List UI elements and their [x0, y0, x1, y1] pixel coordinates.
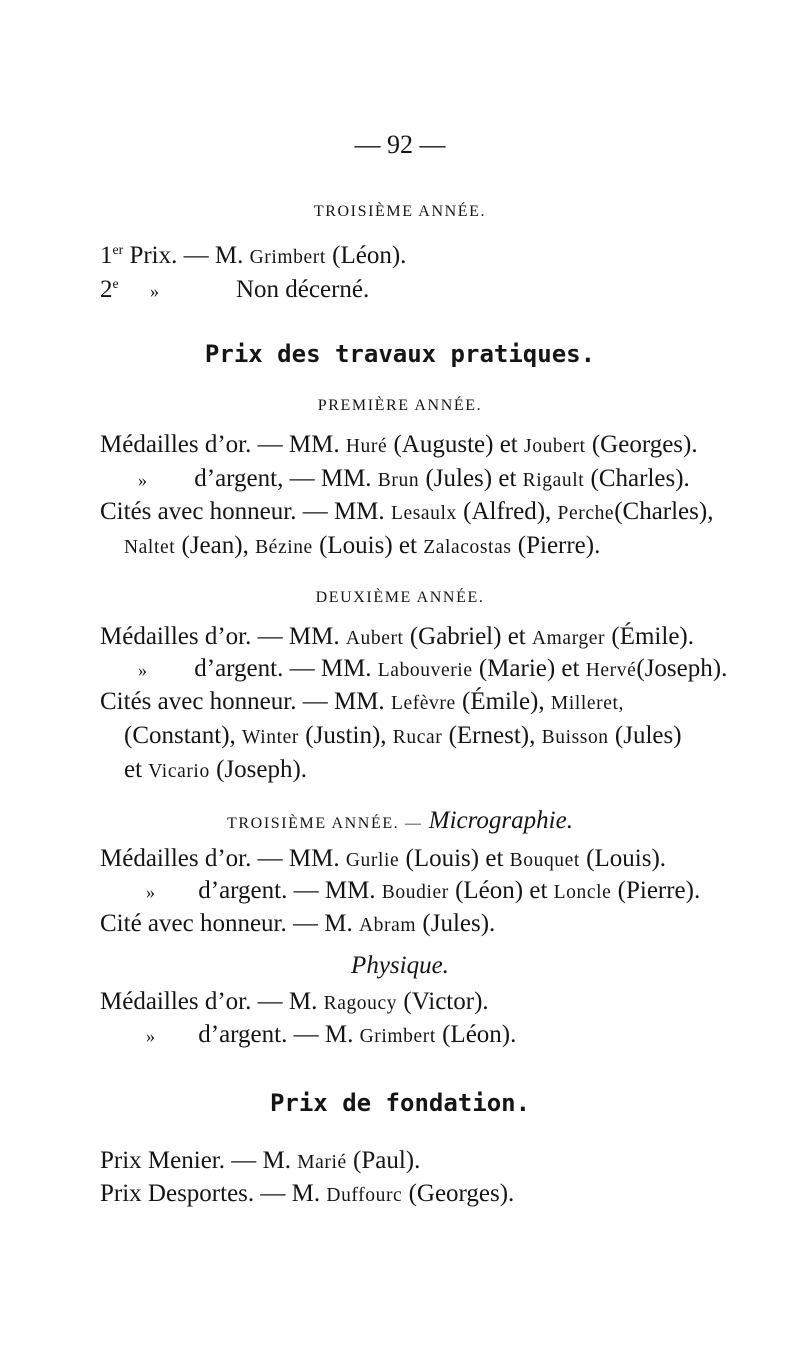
deuxieme-cites-continuation-2: [124, 757, 307, 782]
award-label: Médailles d’or. — MM.: [100, 845, 340, 872]
award-label: d’argent, — MM.: [194, 465, 372, 492]
laureate-surname: Ragoucy: [323, 993, 398, 1014]
physique-medailles-or: [100, 989, 489, 1014]
laureate-surname: Abram: [358, 915, 417, 936]
laureate-firstname: (Paul).: [353, 1147, 421, 1174]
deuxieme-cites-honneur: [100, 689, 624, 714]
laureate-firstname: (Alfred),: [463, 498, 552, 525]
award-label: Prix Desportes. — M.: [100, 1180, 321, 1207]
award-label: d’argent. — MM.: [198, 877, 376, 904]
laureate-surname: Bézine: [255, 537, 313, 558]
laureate-firstname: (Léon).: [332, 242, 407, 269]
prize-title: — M.: [183, 242, 244, 269]
prize-label: Prix.: [129, 242, 178, 269]
laureate-surname: Milleret,: [550, 693, 624, 714]
ditto-mark: »: [146, 1026, 155, 1046]
ditto-mark: »: [138, 470, 147, 490]
laureate-surname: Naltet: [124, 537, 176, 558]
ditto-mark: »: [146, 882, 155, 902]
laureate-firstname: (Pierre).: [517, 532, 601, 559]
laureate-surname: Grimbert: [359, 1026, 436, 1047]
premiere-cites-continuation: [124, 533, 600, 558]
laureate-firstname: (Jules) et: [425, 465, 517, 492]
laureate-firstname: (Marie) et: [478, 655, 580, 682]
laureate-surname: Rucar: [392, 727, 443, 748]
award-label: Médailles d’or. — MM.: [100, 623, 340, 650]
award-label: d’argent. — MM.: [194, 655, 372, 682]
section-title-troisieme-annee: TROISIÈME ANNÉE.: [313, 203, 487, 220]
laureate-surname: Buisson: [541, 727, 609, 748]
prize-line-first: [100, 243, 406, 268]
troisieme-cite-honneur: [100, 911, 495, 936]
troisieme-medailles-or: [100, 846, 666, 871]
laureate-surname: Loncle: [553, 882, 612, 903]
laureate-surname: Gurlie: [345, 850, 400, 871]
laureate-surname: Lefèvre: [390, 693, 456, 714]
physique-medailles-argent: [146, 1022, 516, 1047]
prize-rank-suffix: er: [112, 242, 124, 258]
laureate-surname: Brun: [377, 470, 420, 491]
laureate-firstname: (Jules): [614, 722, 682, 749]
award-label: Cité avec honneur. — M.: [100, 910, 353, 937]
prize-rank: 1: [100, 242, 113, 269]
not-awarded-text: Non décerné.: [236, 276, 370, 303]
laureate-firstname: (Joseph).: [216, 756, 308, 783]
laureate-firstname: (Pierre).: [617, 877, 701, 904]
laureate-firstname: (Justin),: [305, 722, 387, 749]
award-label: Cités avec honneur. — MM.: [100, 688, 385, 715]
laureate-surname: Boudier: [381, 882, 449, 903]
deuxieme-cites-continuation-1: [124, 723, 682, 748]
laureate-surname: Perche: [557, 503, 615, 524]
laureate-firstname: (Émile).: [611, 623, 694, 650]
conjunction: et: [124, 756, 143, 783]
laureate-surname: Bouquet: [509, 850, 580, 871]
deuxieme-medailles-argent: [138, 656, 727, 681]
laureate-firstname: (Léon) et: [455, 877, 548, 904]
laureate-firstname: (Georges).: [408, 1180, 515, 1207]
award-label: Médailles d’or. — MM.: [100, 431, 340, 458]
ditto-mark: »: [138, 660, 147, 680]
heading-prix-fondation: Prix de fondation.: [269, 1089, 531, 1117]
laureate-surname: Rigault: [522, 470, 585, 491]
laureate-surname: Zalacostas: [423, 537, 512, 558]
page-number: — 92 —: [354, 130, 446, 159]
laureate-surname: Joubert: [524, 436, 586, 457]
deuxieme-medailles-or: [100, 624, 694, 649]
laureate-surname: Labouverie: [377, 660, 473, 681]
section-title-premiere-annee: PREMIÈRE ANNÉE.: [317, 397, 483, 414]
discipline-label: Micrographie.: [428, 807, 573, 834]
award-label: Cités avec honneur. — MM.: [100, 498, 385, 525]
laureate-surname: Amarger: [531, 628, 606, 649]
laureate-firstname: (Auguste) et: [393, 431, 518, 458]
premiere-medailles-or: [100, 432, 698, 457]
laureate-surname: Hervé: [585, 660, 637, 681]
laureate-firstname: (Louis) et: [405, 845, 504, 872]
laureate-firstname: (Jules).: [422, 910, 496, 937]
prix-menier: [100, 1148, 420, 1173]
prix-desportes: [100, 1181, 514, 1206]
section-title-deuxieme-annee: DEUXIÈME ANNÉE.: [315, 589, 485, 606]
section-title-physique: Physique.: [351, 952, 449, 979]
laureate-firstname: (Émile),: [462, 688, 545, 715]
year-label: TROISIÈME ANNÉE. —: [227, 815, 423, 832]
laureate-firstname: (Victor).: [403, 988, 489, 1015]
premiere-medailles-argent: [138, 466, 690, 491]
laureate-firstname: (Jean),: [181, 532, 249, 559]
laureate-surname: Grimbert: [249, 247, 326, 268]
laureate-firstname: (Louis).: [586, 845, 667, 872]
laureate-firstname: (Gabriel) et: [409, 623, 526, 650]
laureate-firstname: (Constant),: [124, 722, 236, 749]
prize-line-second: [100, 276, 370, 303]
award-label: d’argent. — M.: [198, 1021, 354, 1048]
laureate-surname: Aubert: [345, 628, 404, 649]
heading-travaux-pratiques: Prix des travaux pratiques.: [204, 340, 596, 368]
laureate-firstname: (Louis) et: [319, 532, 417, 559]
laureate-firstname: (Charles),: [614, 498, 714, 525]
laureate-firstname: (Léon).: [442, 1021, 517, 1048]
laureate-surname: Huré: [345, 436, 388, 457]
laureate-firstname: (Joseph).: [636, 655, 728, 682]
award-label: Médailles d’or. — M.: [100, 988, 318, 1015]
prize-rank-suffix: e: [112, 276, 119, 292]
laureate-firstname: (Georges).: [591, 431, 698, 458]
laureate-firstname: (Ernest),: [448, 722, 536, 749]
prize-rank: 2: [100, 276, 113, 303]
laureate-surname: Vicario: [148, 761, 210, 782]
premiere-cites-honneur: [100, 499, 713, 524]
laureate-surname: Winter: [242, 727, 300, 748]
troisieme-medailles-argent: [146, 878, 700, 903]
laureate-firstname: (Charles).: [590, 465, 690, 492]
laureate-surname: Duffourc: [326, 1185, 403, 1206]
laureate-surname: Marié: [297, 1152, 347, 1173]
award-label: Prix Menier. — M.: [100, 1147, 291, 1174]
ditto-mark: »: [150, 281, 159, 301]
laureate-surname: Lesaulx: [390, 503, 457, 524]
section-title-troisieme-micrographie: [0, 808, 800, 833]
